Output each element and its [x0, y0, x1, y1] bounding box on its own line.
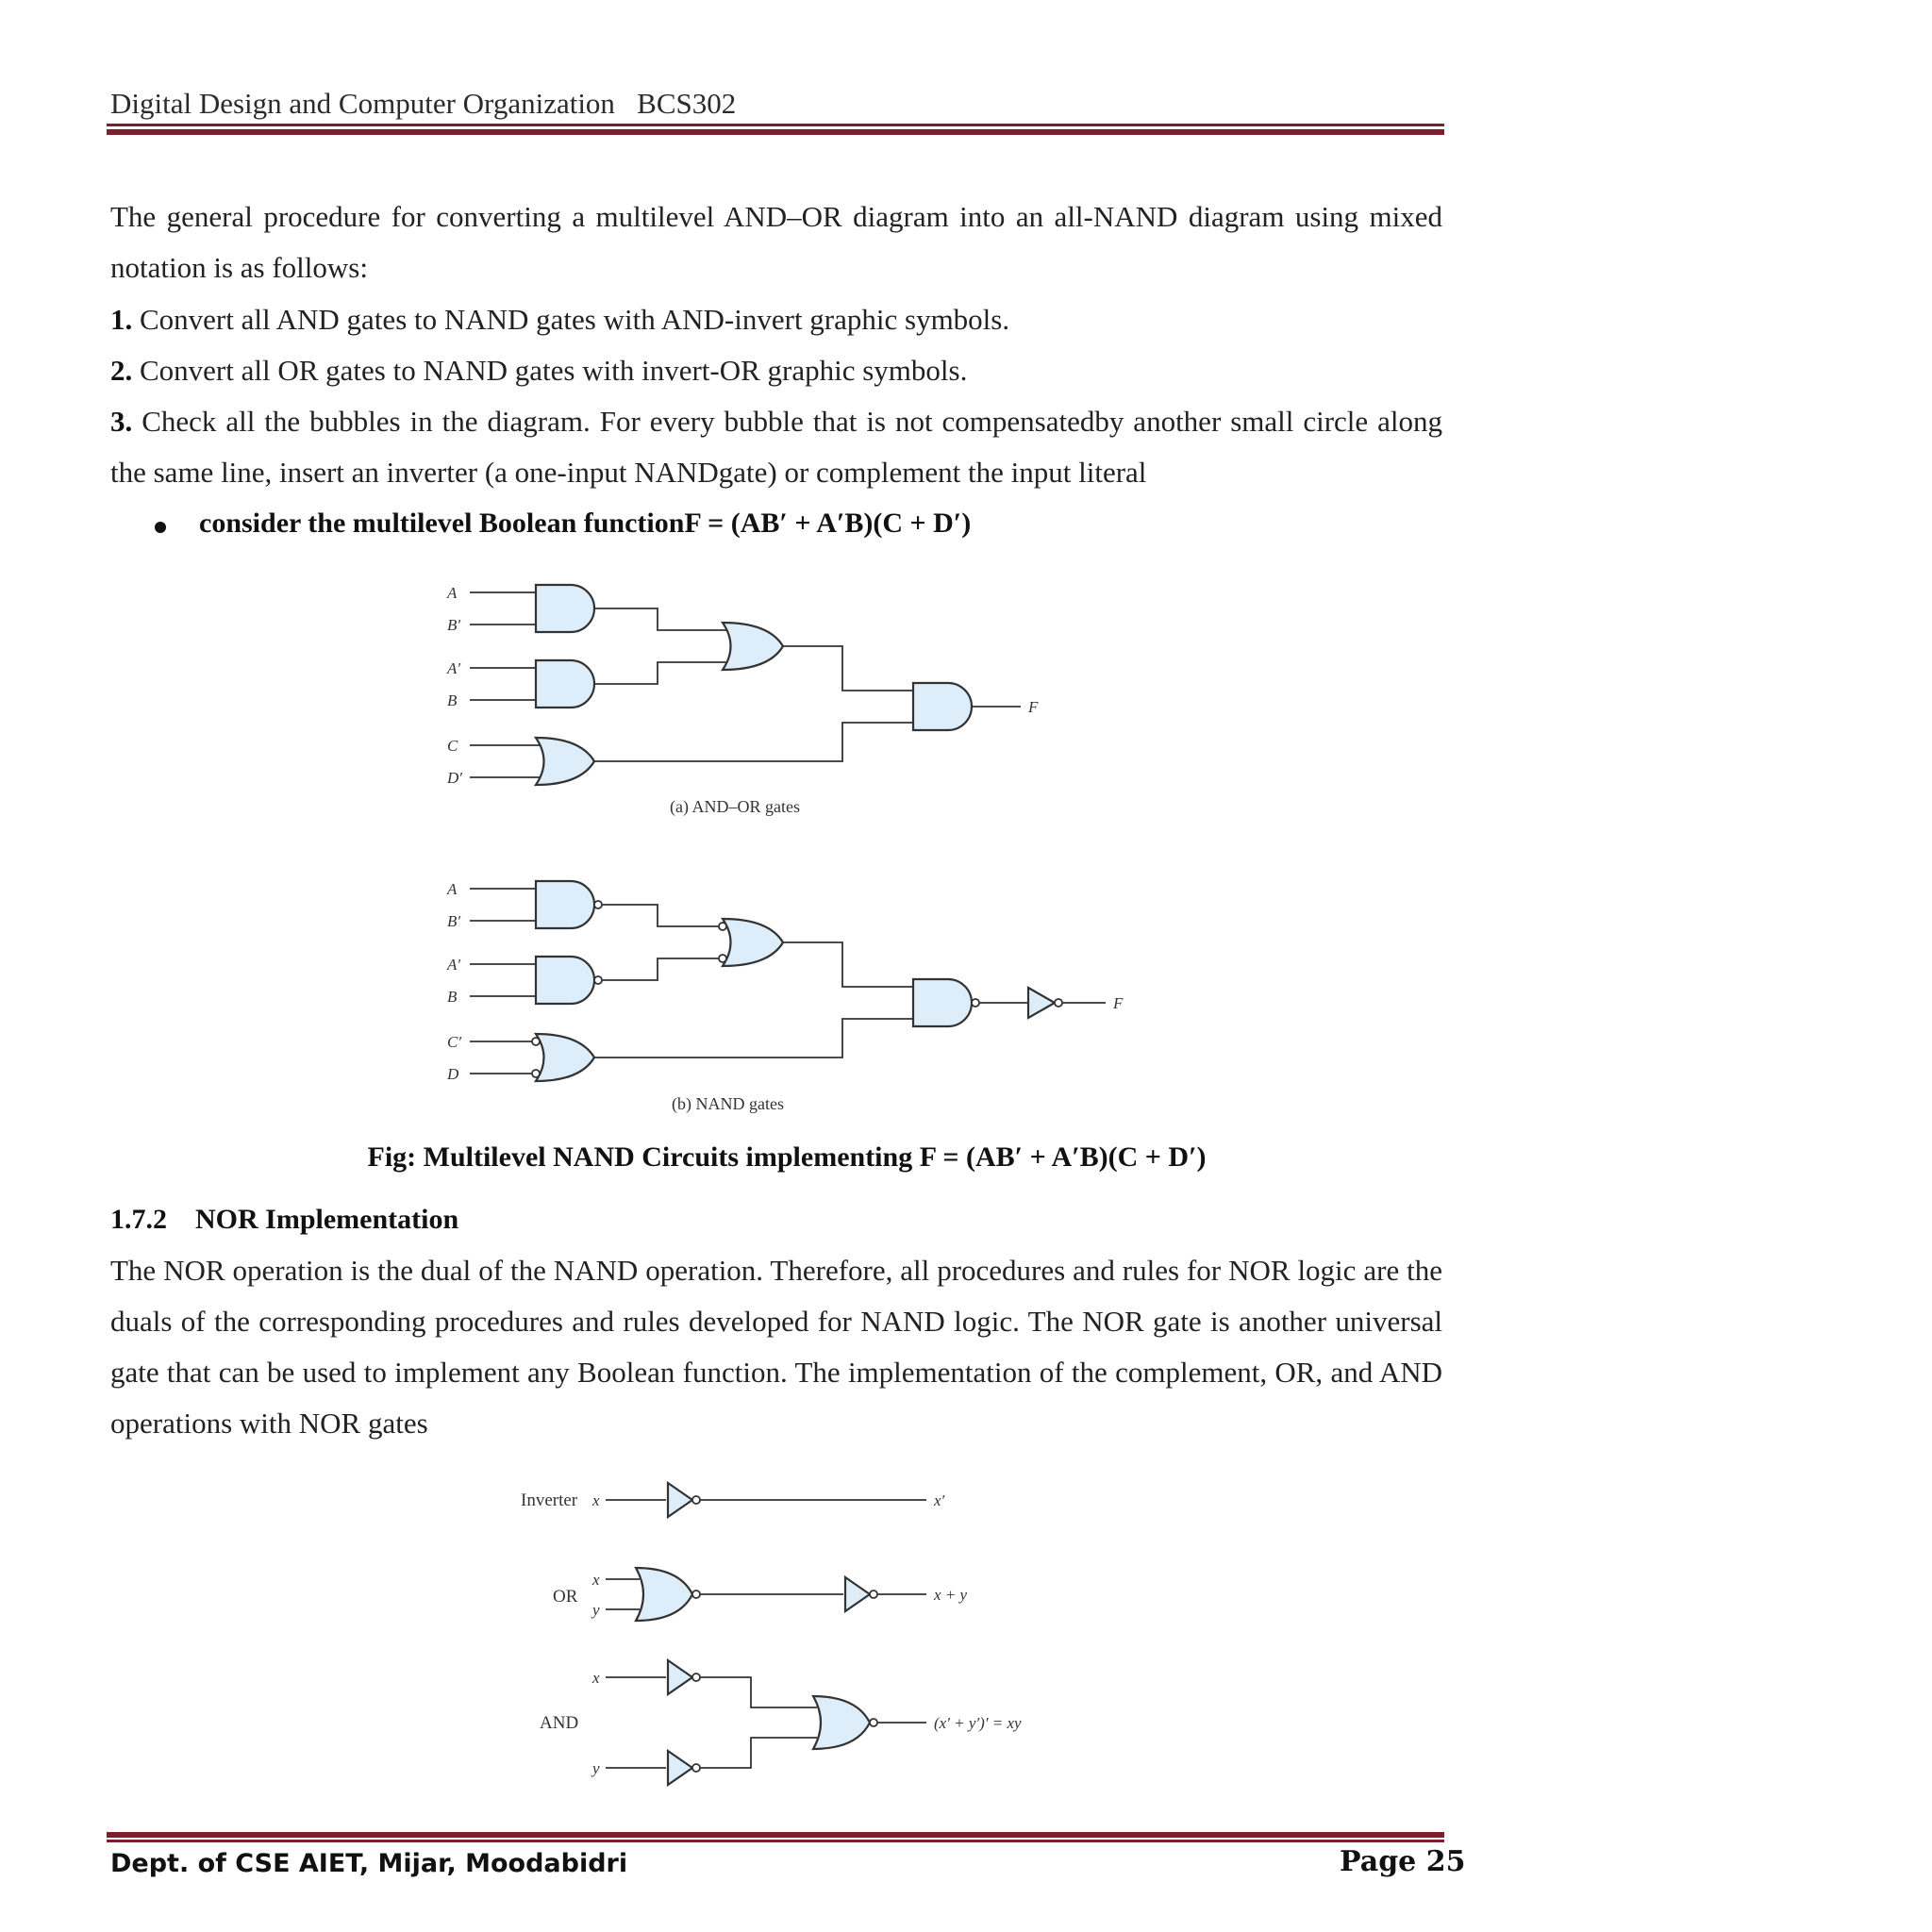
input-label: B′	[447, 616, 461, 634]
intro-paragraph: The general procedure for converting a multilevel AND–OR diagram into an all-NAND diagram using mixed notation is as follows:	[110, 200, 1442, 284]
output-label: x′	[934, 1491, 945, 1509]
input-label: A′	[447, 956, 461, 974]
input-label: D′	[447, 769, 462, 787]
nand-gate	[536, 881, 594, 928]
nor-figure	[0, 1453, 1932, 1811]
figure-b	[446, 880, 1124, 1113]
output-label: F	[1028, 698, 1039, 716]
output-label: x + y	[934, 1586, 968, 1604]
step-number: 1.	[110, 303, 133, 336]
input-label: B′	[447, 912, 461, 930]
inverter	[845, 1577, 870, 1611]
input-label: A′	[447, 659, 461, 677]
input-label: A	[447, 584, 458, 602]
input-label: y	[592, 1601, 600, 1619]
input-label: C′	[447, 1033, 462, 1051]
page-number: Page 25	[1340, 1845, 1466, 1878]
inverter	[668, 1483, 692, 1517]
input-label: x	[592, 1669, 600, 1687]
footer-rule-thick	[107, 1832, 1444, 1838]
or-gate	[536, 738, 594, 785]
nand-circuit-figure	[0, 566, 1932, 1113]
figure-caption: Fig: Multilevel NAND Circuits implementing F = (AB′ + A′B)(C + D′)	[367, 1141, 1207, 1173]
and-gate	[536, 660, 594, 708]
caption-b: (b) NAND gates	[672, 1094, 784, 1113]
section-heading	[110, 1204, 458, 1236]
output-label: F	[1113, 994, 1124, 1012]
invert-or-gate	[536, 1034, 594, 1081]
inverter	[1028, 988, 1055, 1018]
or-gate	[723, 623, 783, 670]
step-text: Convert all OR gates to NAND gates with invert-OR graphic symbols.	[132, 354, 968, 387]
input-label: B	[447, 691, 458, 709]
and-gate	[913, 683, 972, 730]
section-paragraph: The NOR operation is the dual of the NAND operation. Therefore, all procedures and rules for NOR logic are the duals of the corresponding procedures and rules developed for NAND logic. The NOR gate is another universal gate that can be used to implement any Boolean function. The implementation of the complement, OR, and AND operations with NOR gates	[110, 1254, 1442, 1440]
step-number: 3.	[110, 405, 133, 438]
bullet-dot	[155, 522, 166, 533]
header-rule-thick	[107, 129, 1444, 135]
header-title: Digital Design and Computer Organization BCS302	[110, 87, 737, 120]
section-title: NOR Implementation	[195, 1204, 459, 1235]
step-text: Check all the bubbles in the diagram. For every bubble that is not compensatedby another small circle along the same line, insert an inverter (a one-input NANDgate) or complement the input literal	[110, 405, 1442, 489]
step-text: Convert all AND gates to NAND gates with AND-invert graphic symbols.	[132, 303, 1010, 336]
or-label: OR	[553, 1587, 578, 1607]
nor-gate	[636, 1568, 692, 1621]
input-label: y	[592, 1759, 600, 1777]
and-gate	[536, 585, 594, 632]
input-label: A	[447, 880, 458, 898]
section-number: 1.7.2	[110, 1204, 167, 1235]
step-1	[110, 294, 1442, 345]
nand-gate	[913, 979, 972, 1026]
figure-a	[446, 584, 1039, 817]
caption-a: (a) AND–OR gates	[670, 797, 800, 816]
header-rule-thin	[107, 124, 1444, 126]
step-3	[110, 396, 1442, 498]
bullet-text: consider the multilevel Boolean functionF = (AB′ + A′B)(C + D′)	[199, 508, 972, 539]
input-label: x	[592, 1571, 600, 1589]
input-label: B	[447, 988, 458, 1006]
footer-rule-thin	[107, 1840, 1444, 1842]
step-number: 2.	[110, 354, 133, 387]
output-label: (x′ + y′)′ = xy	[934, 1714, 1022, 1732]
input-label: C	[447, 737, 458, 755]
inverter	[668, 1751, 692, 1785]
invert-or-gate	[723, 919, 783, 966]
inverter	[668, 1660, 692, 1694]
and-label: AND	[540, 1713, 579, 1733]
input-label: x	[592, 1491, 600, 1509]
nand-gate	[536, 957, 594, 1004]
input-label: D	[447, 1065, 459, 1083]
inverter-label: Inverter	[521, 1491, 578, 1510]
step-2	[110, 345, 1442, 396]
nor-gate	[813, 1696, 870, 1749]
footer-department: Dept. of CSE AIET, Mijar, Moodabidri	[110, 1849, 628, 1878]
